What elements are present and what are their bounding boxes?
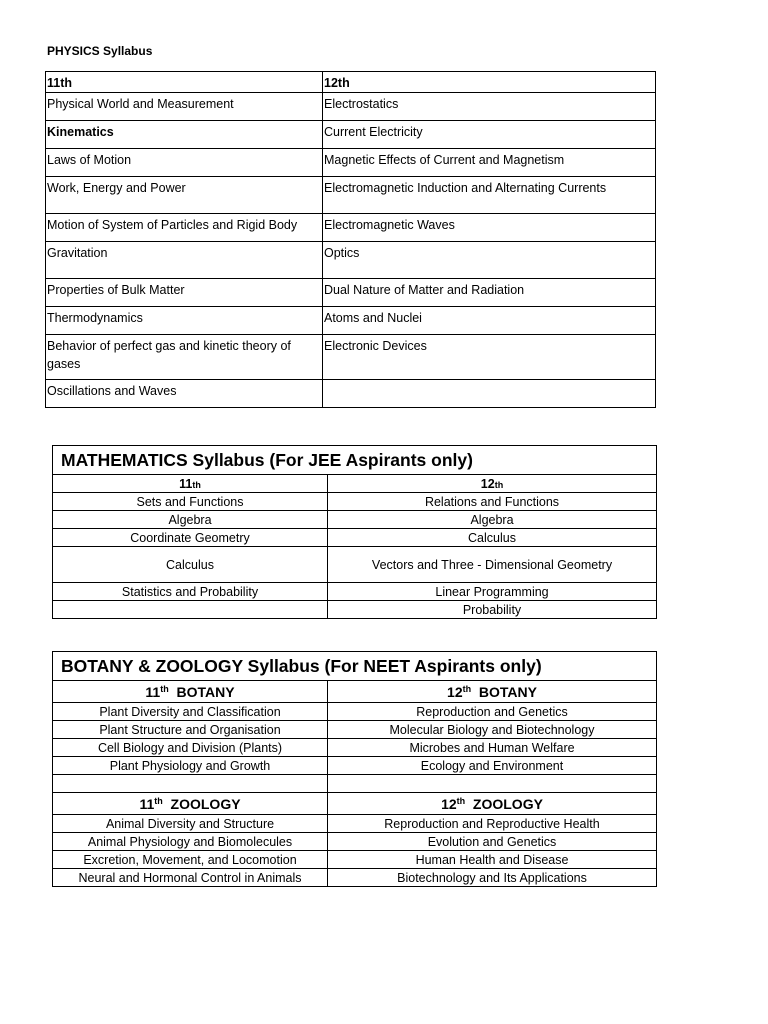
table-header-row — [46, 72, 656, 93]
header-num: 11 — [179, 476, 193, 491]
header-suffix: th — [192, 479, 201, 490]
cell-12th: Electromagnetic Waves — [323, 214, 656, 242]
cell-11th: Motion of System of Particles and Rigid Body — [46, 214, 323, 242]
header-11th-zoology — [53, 793, 328, 815]
header-suffix: th — [160, 683, 169, 694]
table-header-row — [53, 475, 657, 493]
cell-12th: Optics — [323, 242, 656, 279]
header-suffix: th — [456, 795, 466, 806]
cell-11th: Coordinate Geometry — [53, 529, 328, 547]
table-row — [53, 493, 657, 511]
cell-11th: Physical World and Measurement — [46, 93, 323, 121]
cell-12th: Reproduction and Genetics — [328, 703, 657, 721]
header-label: ZOOLOGY — [472, 795, 543, 812]
cell-11th: Behavior of perfect gas and kinetic theory of gases — [46, 335, 323, 380]
table-row — [53, 757, 657, 775]
table-row — [53, 721, 657, 739]
table-row — [46, 242, 656, 279]
cell-11th: Properties of Bulk Matter — [46, 279, 323, 307]
table-caption-row — [53, 652, 657, 681]
cell-12th: Evolution and Genetics — [328, 833, 657, 851]
header-12th-zoology — [328, 793, 657, 815]
cell-12th — [323, 380, 656, 408]
cell-12th: Relations and Functions — [328, 493, 657, 511]
table-header-row — [53, 793, 657, 815]
cell-12th: Electronic Devices — [323, 335, 656, 380]
cell-12th: Human Health and Disease — [328, 851, 657, 869]
header-11th: 11th — [46, 72, 323, 93]
header-num: 12 — [447, 683, 463, 700]
table-row — [53, 601, 657, 619]
cell-12th: Probability — [328, 601, 657, 619]
cell-12th: Algebra — [328, 511, 657, 529]
header-11th — [53, 475, 328, 493]
cell-12th: Microbes and Human Welfare — [328, 739, 657, 757]
cell-11th: Statistics and Probability — [53, 583, 328, 601]
math-table — [52, 445, 657, 619]
cell-11th: Plant Physiology and Growth — [53, 757, 328, 775]
header-label: BOTANY — [478, 683, 537, 700]
header-suffix: th — [462, 683, 472, 694]
table-row — [53, 815, 657, 833]
header-12th — [328, 475, 657, 493]
cell-11th: Laws of Motion — [46, 149, 323, 177]
cell-11th: Work, Energy and Power — [46, 177, 323, 214]
cell-12th: Magnetic Effects of Current and Magnetism — [323, 149, 656, 177]
table-row — [46, 307, 656, 335]
cell-12th: Ecology and Environment — [328, 757, 657, 775]
cell-12th: Current Electricity — [323, 121, 656, 149]
cell-12th: Atoms and Nuclei — [323, 307, 656, 335]
cell-11th: Plant Structure and Organisation — [53, 721, 328, 739]
cell-11th: Animal Diversity and Structure — [53, 815, 328, 833]
cell-12th: Molecular Biology and Biotechnology — [328, 721, 657, 739]
cell-12th: Dual Nature of Matter and Radiation — [323, 279, 656, 307]
bio-table — [52, 651, 657, 887]
physics-title: PHYSICS Syllabus — [47, 44, 153, 58]
cell-11th — [53, 601, 328, 619]
header-num: 12 — [441, 795, 457, 812]
table-row — [46, 177, 656, 214]
table-row — [53, 511, 657, 529]
cell-11th: Excretion, Movement, and Locomotion — [53, 851, 328, 869]
header-12th-botany — [328, 681, 657, 703]
table-row — [53, 869, 657, 887]
header-suffix: th — [154, 795, 163, 806]
header-label: ZOOLOGY — [170, 795, 241, 812]
physics-table — [45, 71, 656, 408]
cell-12th: Electrostatics — [323, 93, 656, 121]
table-row — [46, 335, 656, 380]
table-row — [46, 279, 656, 307]
table-row — [46, 93, 656, 121]
table-row — [53, 833, 657, 851]
cell-12th: Electromagnetic Induction and Alternating Currents — [323, 177, 656, 214]
cell-empty — [328, 775, 657, 793]
cell-11th: Animal Physiology and Biomolecules — [53, 833, 328, 851]
cell-11th: Calculus — [53, 547, 328, 583]
header-num: 12 — [480, 476, 495, 491]
cell-11th: Plant Diversity and Classification — [53, 703, 328, 721]
table-row-empty — [53, 775, 657, 793]
table-row — [46, 214, 656, 242]
header-suffix: th — [494, 479, 504, 490]
table-row — [53, 739, 657, 757]
table-row — [46, 380, 656, 408]
table-row — [46, 121, 656, 149]
table-row — [53, 851, 657, 869]
table-row — [53, 547, 657, 583]
table-header-row — [53, 681, 657, 703]
cell-11th: Kinematics — [46, 121, 323, 149]
cell-11th: Sets and Functions — [53, 493, 328, 511]
cell-12th: Linear Programming — [328, 583, 657, 601]
table-caption-row — [53, 446, 657, 475]
cell-11th: Oscillations and Waves — [46, 380, 323, 408]
table-row — [53, 703, 657, 721]
cell-11th: Gravitation — [46, 242, 323, 279]
cell-12th: Reproduction and Reproductive Health — [328, 815, 657, 833]
table-row — [53, 529, 657, 547]
bio-title: BOTANY & ZOOLOGY Syllabus (For NEET Aspirants only) — [53, 652, 657, 681]
cell-11th: Cell Biology and Division (Plants) — [53, 739, 328, 757]
table-row — [53, 583, 657, 601]
cell-12th: Biotechnology and Its Applications — [328, 869, 657, 887]
math-title: MATHEMATICS Syllabus (For JEE Aspirants only) — [53, 446, 657, 475]
header-label: BOTANY — [176, 683, 235, 700]
header-11th-botany — [53, 681, 328, 703]
cell-12th: Vectors and Three - Dimensional Geometry — [328, 547, 657, 583]
cell-11th: Thermodynamics — [46, 307, 323, 335]
header-num: 11 — [145, 683, 161, 700]
cell-11th: Neural and Hormonal Control in Animals — [53, 869, 328, 887]
cell-11th: Algebra — [53, 511, 328, 529]
cell-12th: Calculus — [328, 529, 657, 547]
header-num: 11 — [139, 795, 155, 812]
cell-empty — [53, 775, 328, 793]
header-12th: 12th — [323, 72, 656, 93]
table-row — [46, 149, 656, 177]
